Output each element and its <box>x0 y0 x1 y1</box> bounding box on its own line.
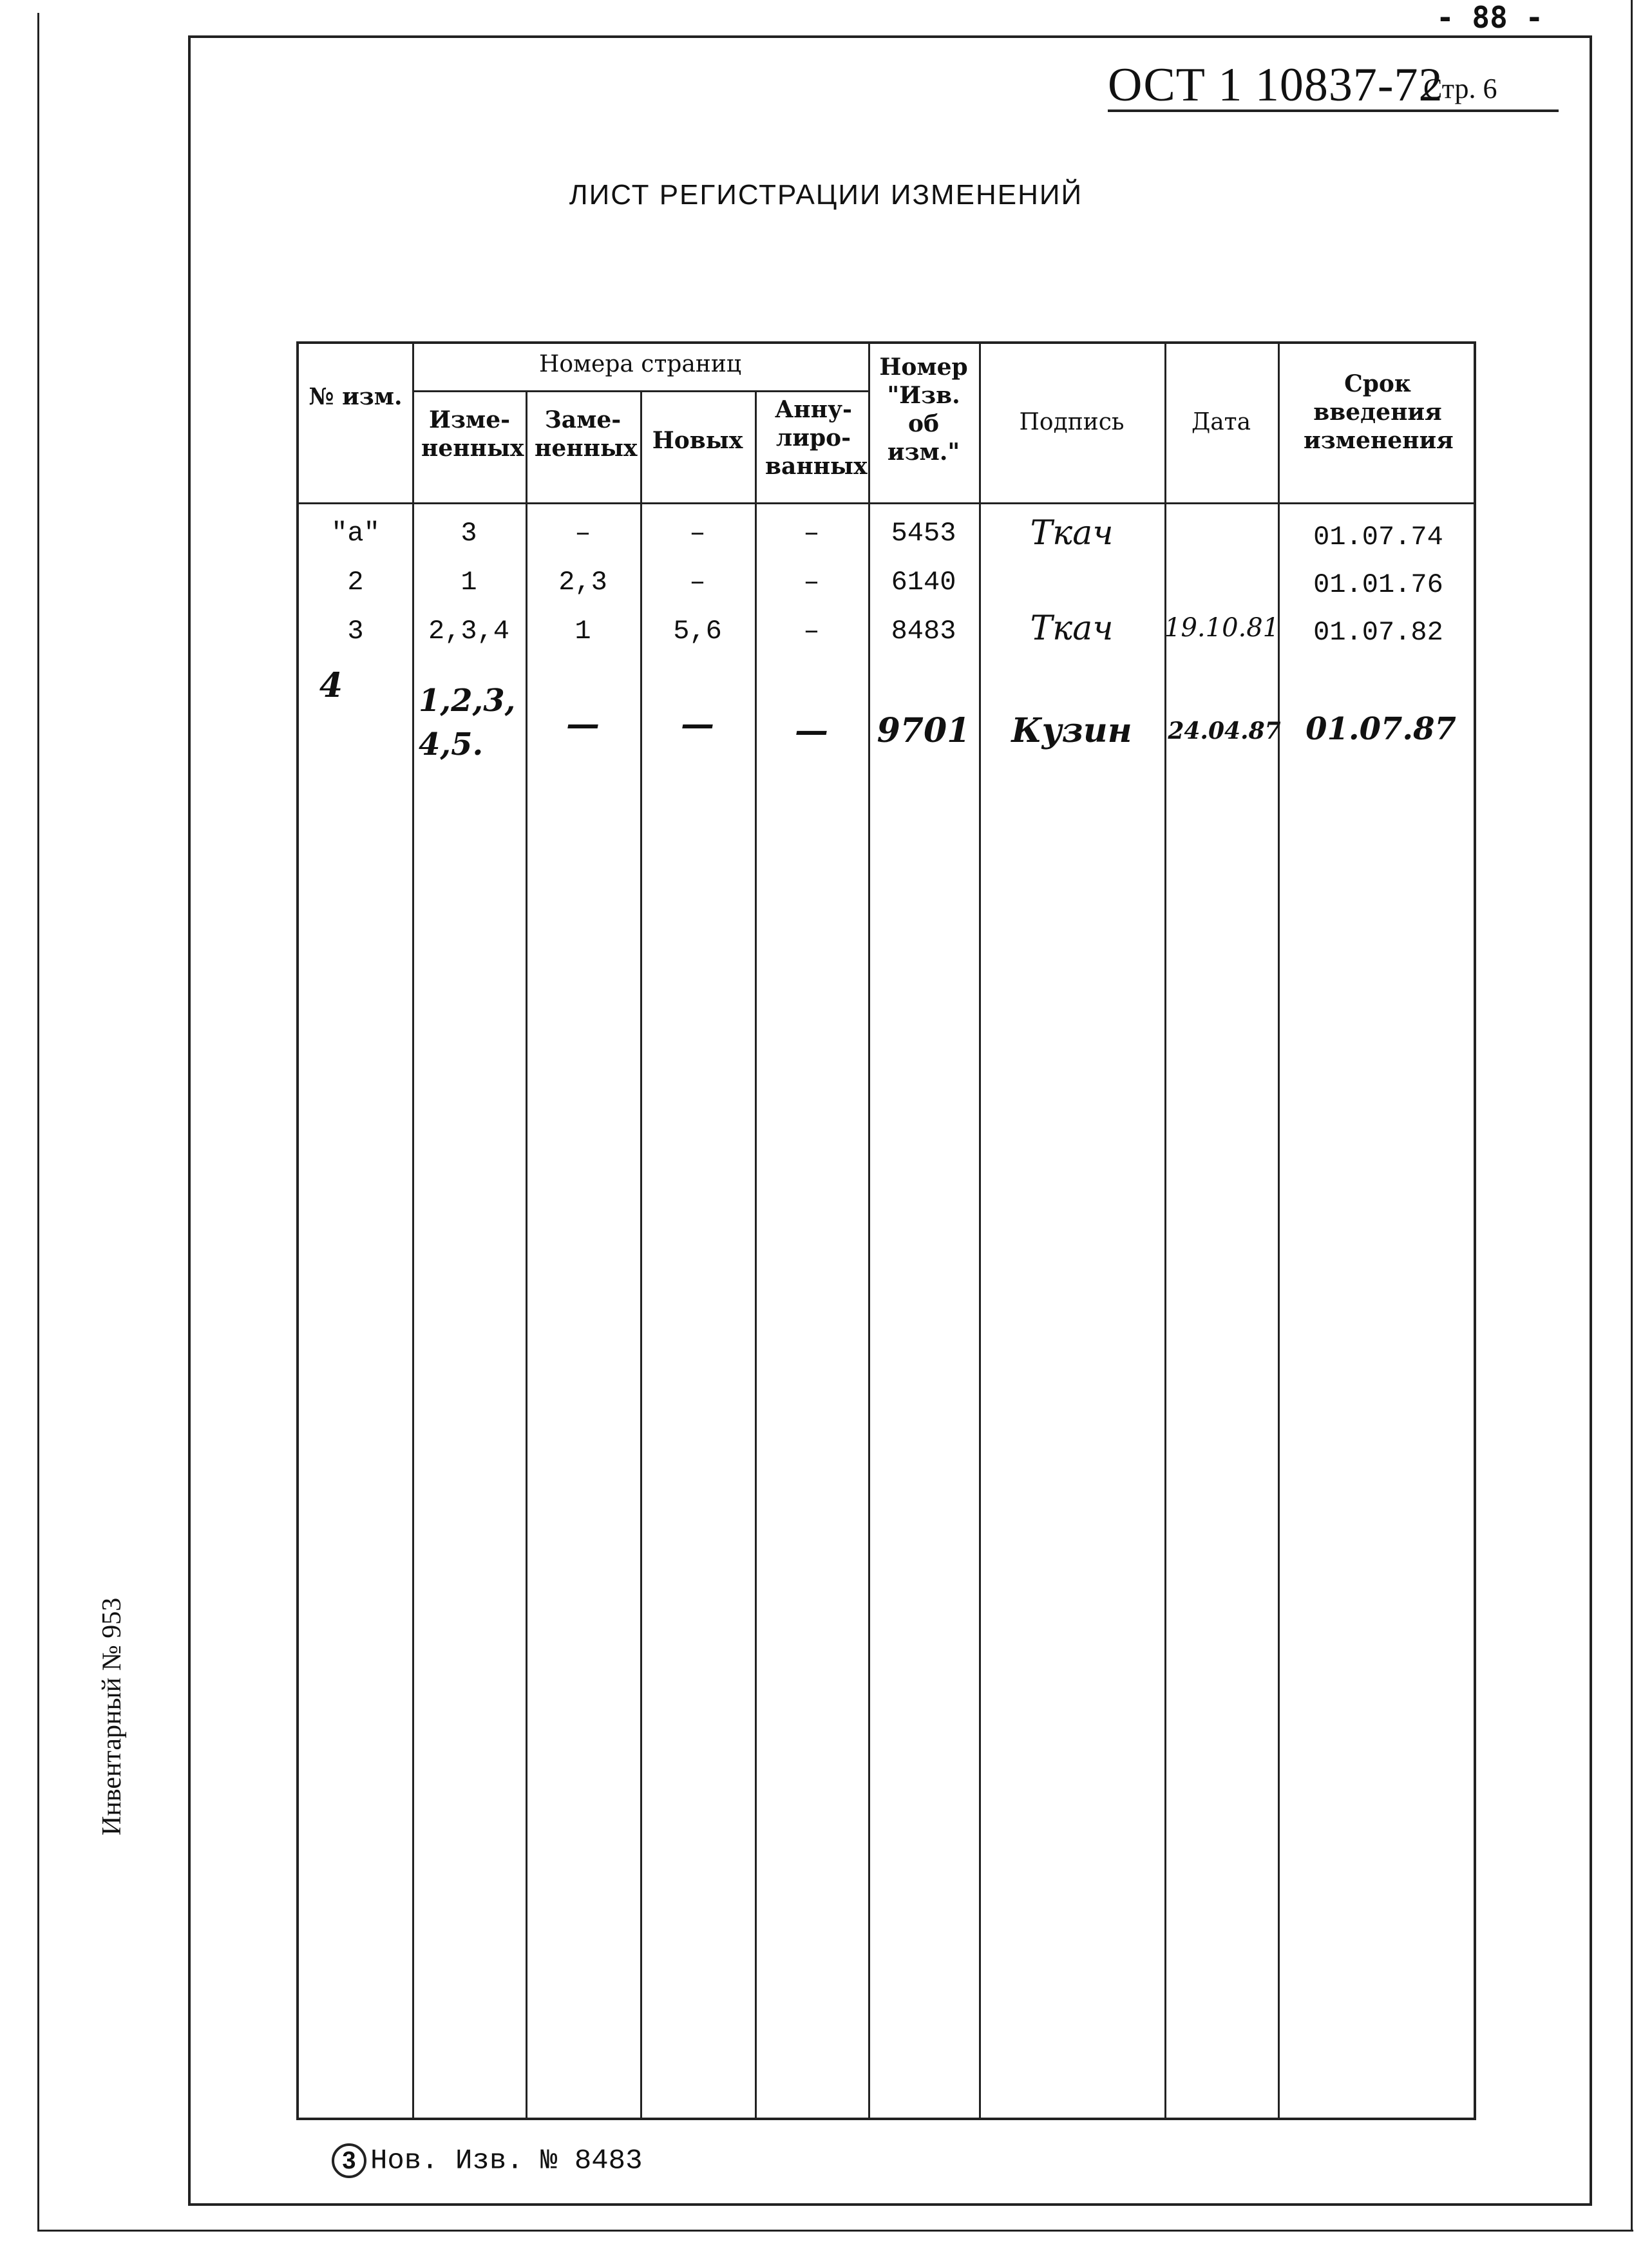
row-3-annulled: – <box>803 616 820 647</box>
row-4-change-no: 4 <box>319 666 343 705</box>
header-annulled: Анну- лиро- ванных <box>765 396 868 480</box>
col-divider <box>868 344 870 2118</box>
footer-note-text: Нов. Изв. № 8483 <box>370 2145 643 2177</box>
row-4-signature: Кузин <box>1011 711 1132 750</box>
col-divider <box>412 344 414 2118</box>
header-underline <box>1108 109 1559 112</box>
header-group-divider <box>412 390 868 392</box>
row-1-new: – <box>689 518 706 549</box>
row-2-notice-no: 6140 <box>891 567 956 598</box>
col-divider <box>1164 344 1166 2118</box>
row-4-effective-date: 01.07.87 <box>1305 711 1456 747</box>
header-bottom-divider <box>299 502 1474 504</box>
change-circle-marker: 3 <box>332 2143 366 2178</box>
header-signature: Подпись <box>1019 409 1125 435</box>
outer-left-border <box>37 13 39 2232</box>
col-divider <box>640 390 642 2118</box>
col-divider <box>1278 344 1280 2118</box>
row-3-effective-date: 01.07.82 <box>1313 617 1443 648</box>
header-effective-date: Срок введения изменения <box>1304 370 1454 454</box>
row-1-annulled: – <box>803 518 820 549</box>
row-2-new: – <box>689 567 706 598</box>
row-4-annulled: — <box>795 711 828 750</box>
row-3-changed: 2,3,4 <box>428 616 510 647</box>
col-divider <box>526 390 527 2118</box>
row-4-changed: 1,2,3, 4,5. <box>419 683 516 763</box>
sheet-title: ЛИСТ РЕГИСТРАЦИИ ИЗМЕНЕНИЙ <box>569 179 1083 211</box>
row-4-replaced: — <box>566 705 600 744</box>
row-1-notice-no: 5453 <box>891 518 956 549</box>
header-date: Дата <box>1191 409 1251 435</box>
standard-code: ОСТ 1 10837-72 <box>1108 59 1443 111</box>
page-number: - 88 - <box>1436 0 1544 35</box>
row-1-replaced: – <box>574 518 591 549</box>
row-1-changed: 3 <box>460 518 477 549</box>
header-changed: Изме- ненных <box>421 406 524 462</box>
change-registration-table <box>296 341 1476 2120</box>
row-2-effective-date: 01.01.76 <box>1313 569 1443 600</box>
header-page-numbers: Номера страниц <box>538 351 742 377</box>
row-4-notice-no: 9701 <box>877 711 971 750</box>
outer-right-border <box>1631 0 1633 2232</box>
footer-change-note <box>332 2143 642 2178</box>
header-replaced: Заме- ненных <box>535 406 638 462</box>
inventory-number: Инвентарный № 953 <box>97 1597 127 1835</box>
header-change-no: № изм. <box>309 383 403 410</box>
row-2-replaced: 2,3 <box>558 567 607 598</box>
header-notice-no: Номер "Изв. об изм." <box>879 354 968 466</box>
row-1-effective-date: 01.07.74 <box>1313 522 1443 553</box>
outer-bottom-border <box>37 2230 1633 2232</box>
row-2-annulled: – <box>803 567 820 598</box>
row-3-signature: Ткач <box>1030 609 1114 648</box>
row-3-replaced: 1 <box>574 616 591 647</box>
row-3-notice-no: 8483 <box>891 616 956 647</box>
standard-page-label: Стр. 6 <box>1423 73 1497 104</box>
row-3-new: 5,6 <box>673 616 722 647</box>
row-4-date: 24.04.87 <box>1168 717 1281 745</box>
row-3-change-no: 3 <box>347 616 364 647</box>
row-2-change-no: 2 <box>347 567 364 598</box>
row-4-new: — <box>681 705 714 744</box>
header-new: Новых <box>652 427 743 454</box>
col-divider <box>755 390 757 2118</box>
row-3-date: 19.10.81 <box>1164 613 1280 643</box>
row-1-signature: Ткач <box>1030 514 1114 553</box>
row-2-changed: 1 <box>460 567 477 598</box>
row-1-change-no: "а" <box>331 518 380 549</box>
